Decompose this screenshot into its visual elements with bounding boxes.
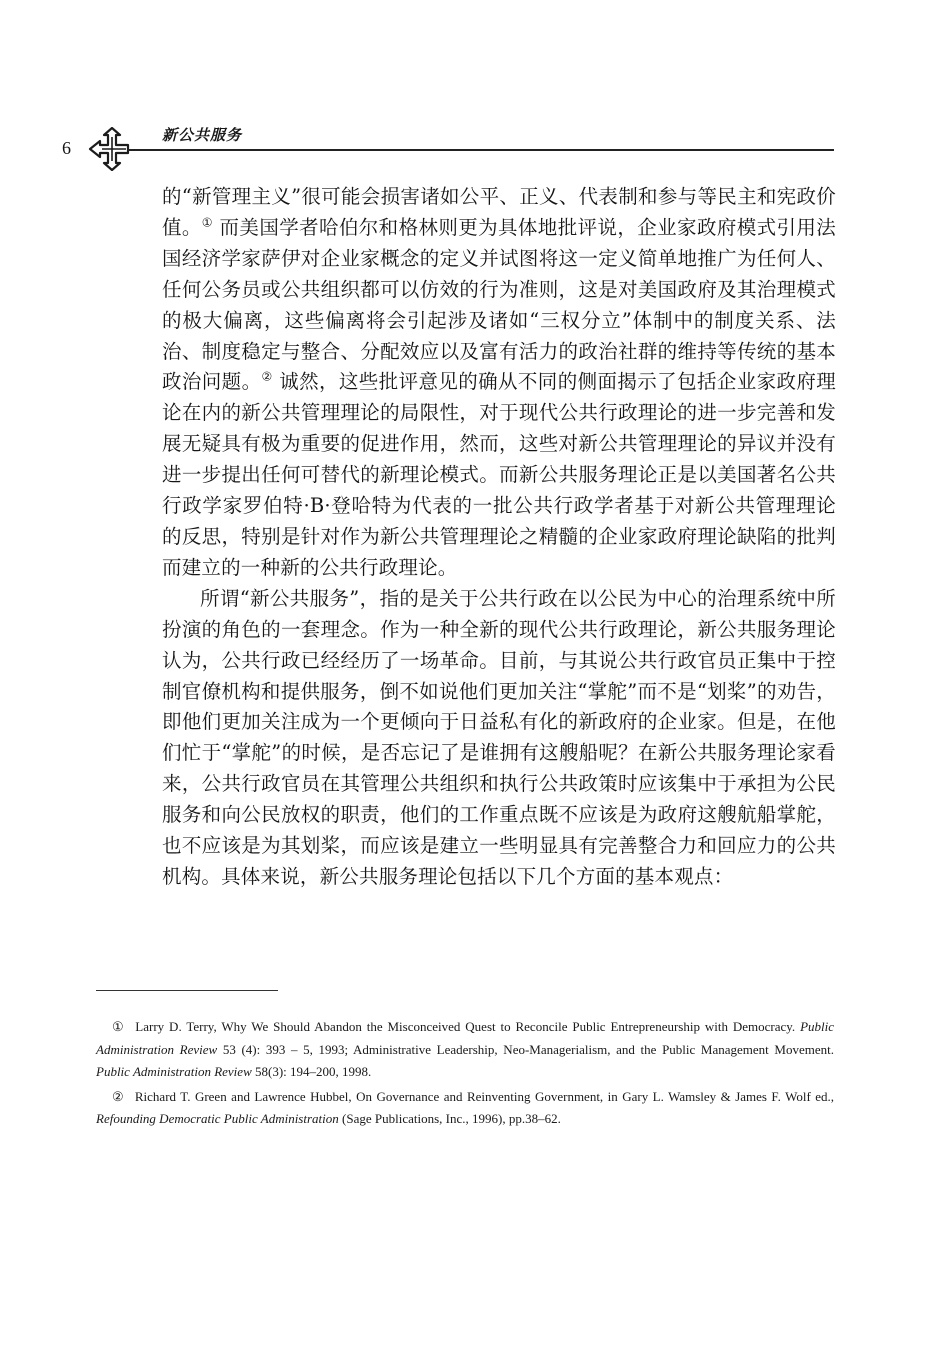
paragraph-1-text-b: 而美国学者哈伯尔和格林则更为具体地批评说，企业家政府模式引用法国经济学家萨伊对企业家概念的定义并试图将这一定义简单地推广为任何人、任何公务员或公共组织都可以仿效的行为准则，这是对美国政府及其治理模式的极大偏离，这些偏离将会引起涉及诸如“三权分立”体制中的制度关系、法治、制度稳定与整合、分配效应以及富有活力的政治社群的维持等传统的基本政治问题。 bbox=[162, 215, 836, 394]
body-text bbox=[162, 182, 836, 893]
paragraph-1 bbox=[162, 182, 836, 584]
page-header bbox=[0, 0, 951, 180]
footnotes bbox=[96, 1016, 834, 1133]
footnote-1-text-a: Larry D. Terry, Why We Should Abandon the Misconceived Quest to Reconcile Public Entrepreneurship with Democracy. bbox=[135, 1019, 801, 1034]
footnote-1 bbox=[96, 1016, 834, 1084]
footnote-2-book: Refounding Democratic Public Administration bbox=[96, 1111, 339, 1126]
page-number: 6 bbox=[62, 138, 71, 158]
footnote-ref-1[interactable]: ① bbox=[201, 215, 213, 230]
footnote-1-text-c: 58(3): 194–200, 1998. bbox=[251, 1064, 372, 1079]
running-title: 新公共服务 bbox=[162, 126, 243, 144]
footnote-rule bbox=[96, 990, 278, 991]
footnote-1-text-b: 53 (4): 393 – 5, 1993; Administrative Leadership, Neo-Managerialism, and the Public Management Movement. bbox=[217, 1041, 834, 1057]
header-rule bbox=[128, 149, 834, 151]
footnote-2-text-a: Richard T. Green and Lawrence Hubbel, On Governance and Reinventing Government, in Gary L. Wamsley & James F. Wolf ed., bbox=[134, 1088, 835, 1104]
footnote-1-journal-a: Public Administration Review bbox=[96, 1019, 834, 1057]
paragraph-1-text-c: 诚然，这些批评意见的确从不同的侧面揭示了包括企业家政府理论在内的新公共管理理论的局限性，对于现代公共行政理论的进一步完善和发展无疑具有极为重要的促进作用，然而，这些对新公共管理理论的异议并没有进一步提出任何可替代的新理论模式。而新公共服务理论正是以美国著名公共行政学家罗伯特·B·登哈特为代表的一批公共行政学者基于对新公共管理理论的反思，特别是针对作为新公共管理理论之精髓的企业家政府理论缺陷的批判而建立的一种新的公共行政理论。 bbox=[162, 370, 836, 579]
footnote-1-marker: ① bbox=[112, 1019, 126, 1034]
paragraph-1-text-a: 的“新管理主义”很可能会损害诸如公平、正义、代表制和参与等民主和宪政价值。 bbox=[162, 185, 836, 239]
footnote-2 bbox=[96, 1086, 834, 1131]
footnote-ref-2[interactable]: ② bbox=[261, 369, 273, 384]
footnote-2-marker: ② bbox=[112, 1088, 125, 1104]
footnote-1-journal-b: Public Administration Review bbox=[96, 1064, 252, 1079]
footnote-2-text-b: (Sage Publications, Inc., 1996), pp.38–62. bbox=[338, 1111, 561, 1126]
paragraph-2: 所谓“新公共服务”，指的是关于公共行政在以公民为中心的治理系统中所扮演的角色的一套理念。作为一种全新的现代公共行政理论，新公共服务理论认为，公共行政已经经历了一场革命。目前，与其说公共行政官员正集中于控制官僚机构和提供服务，倒不如说他们更加关注“掌舵”而不是“划桨”的劝告，即他们更加关注成为一个更倾向于日益私有化的新政府的企业家。但是，在他们忙于“掌舵”的时候，是否忘记了是谁拥有这艘船呢？在新公共服务理论家看来，公共行政官员在其管理公共组织和执行公共政策时应该集中于承担为公民服务和向公民放权的职责，他们的工作重点既不应该是为政府这艘航船掌舵，也不应该是为其划桨，而应该是建立一些明显具有完善整合力和回应力的公共机构。具体来说，新公共服务理论包括以下几个方面的基本观点： bbox=[162, 586, 836, 888]
